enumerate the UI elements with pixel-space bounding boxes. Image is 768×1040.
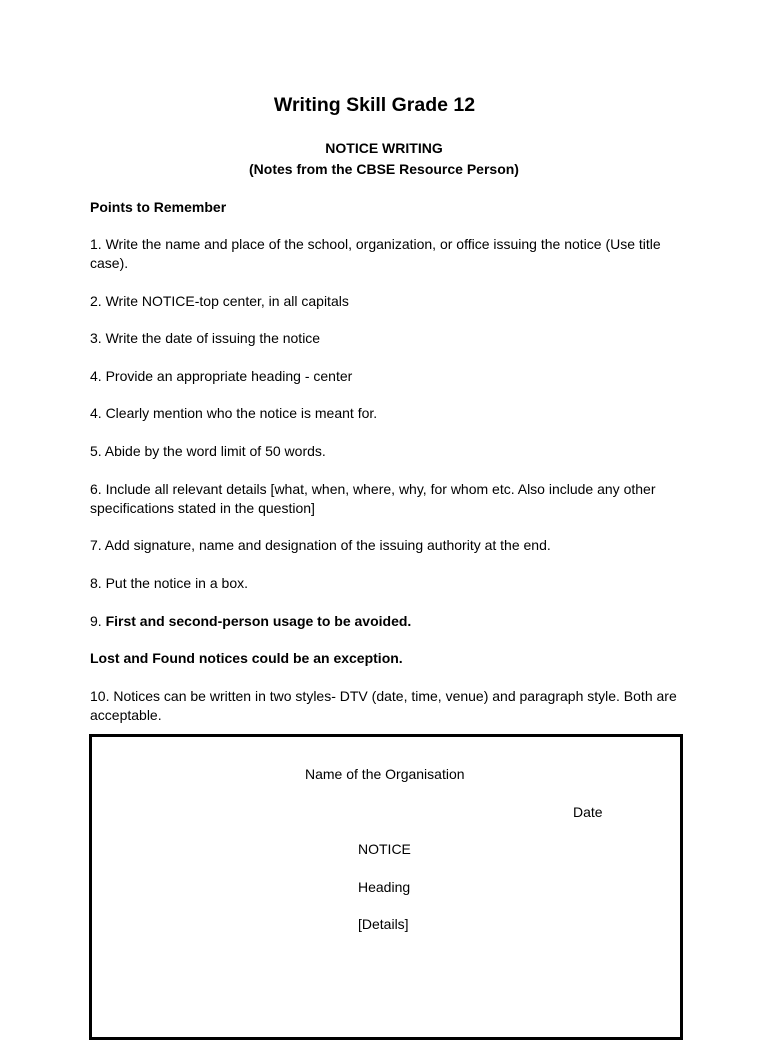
notice-date: Date <box>573 804 603 820</box>
exception-note: Lost and Found notices could be an exception. <box>90 650 403 666</box>
point-3: 3. Write the date of issuing the notice <box>90 330 321 346</box>
notice-details: [Details] <box>358 916 409 932</box>
document-subtitle: NOTICE WRITING <box>325 140 443 156</box>
point-4-heading: 4. Provide an appropriate heading - center <box>90 368 353 384</box>
document-subtitle-note: (Notes from the CBSE Resource Person) <box>249 161 519 177</box>
notice-heading: Heading <box>358 879 411 895</box>
point-10: 10. Notices can be written in two styles- DTV (date, time, venue) and paragraph style. Both are acceptable. <box>90 688 677 723</box>
point-8: 8. Put the notice in a box. <box>90 575 248 591</box>
point-9 <box>90 612 680 631</box>
notice-organisation: Name of the Organisation <box>305 766 465 782</box>
point-7: 7. Add signature, name and designation of the issuing authority at the end. <box>90 537 551 553</box>
points-heading: Points to Remember <box>90 199 227 215</box>
document-title: Writing Skill Grade 12 <box>273 94 476 116</box>
point-2: 2. Write NOTICE-top center, in all capitals <box>90 293 349 309</box>
point-5: 5. Abide by the word limit of 50 words. <box>90 443 326 459</box>
notice-label: NOTICE <box>358 841 411 857</box>
point-6: 6. Include all relevant details [what, when, where, why, for whom etc. Also include any other specifications stated in the question] <box>90 481 656 516</box>
point-9-text: First and second-person usage to be avoided. <box>105 613 412 629</box>
notice-format-box <box>89 734 683 1040</box>
point-9-number: 9. <box>90 613 106 629</box>
point-1: 1. Write the name and place of the school, organization, or office issuing the notice (Use title case). <box>90 236 661 271</box>
point-4-audience: 4. Clearly mention who the notice is meant for. <box>90 405 378 421</box>
